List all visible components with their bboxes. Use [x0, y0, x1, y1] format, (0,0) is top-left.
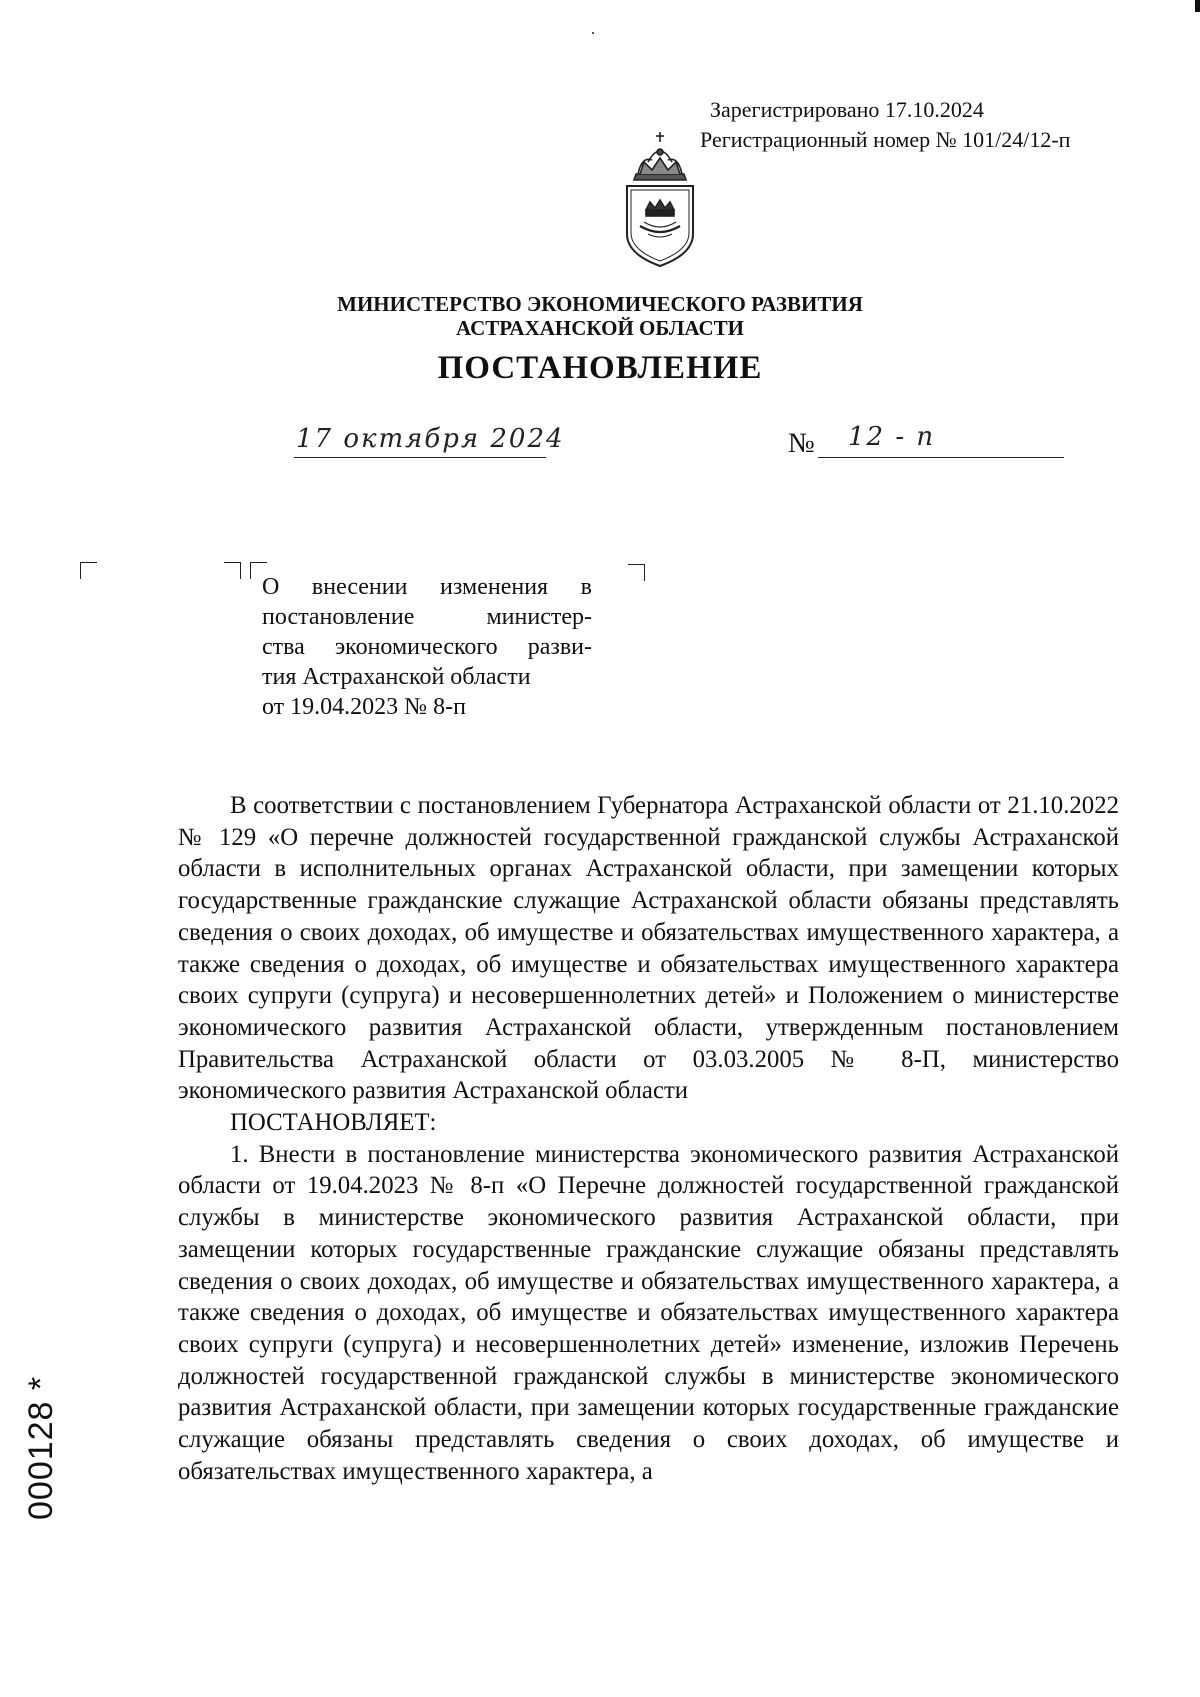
number-label: № — [788, 428, 815, 459]
handwritten-number: 12 - п — [848, 422, 936, 452]
handwritten-date: 17 октября 2024 — [296, 424, 565, 454]
body-paragraph-item-1: 1. Внести в постановление министерства экономического развития Астраханской области от 19.04.2023 № 8-п «О Перечне должностей государственной гражданской службы в министерстве экономического развития Астраханской области, при замещении которых государственные гражданские служащие обязаны представлять сведения о своих доходах, об имуществе и обязательствах имущественного характера, а также сведения о доходах, об имуществе и обязательствах имущественного характера своих супруги (супруга) и несовершеннолетних детей» изменение, изложив Перечень должностей государственной гражданской службы в министерстве экономического развития Астраханской области, при замещении которых государственные гражданские служащие обязаны представлять сведения о своих доходах, об имуществе и обязательствах имущественного характера, а — [178, 1140, 1119, 1485]
number-underline — [818, 457, 1064, 458]
coat-of-arms-icon — [622, 130, 698, 268]
subject-line: ства экономического разви- — [262, 634, 592, 660]
corner-bracket-left — [80, 562, 97, 579]
document-subject — [262, 572, 592, 722]
document-title: ПОСТАНОВЛЕНИЕ — [437, 350, 763, 386]
registration-date: Зарегистрировано 17.10.2024 — [710, 97, 984, 122]
document-serial-stamp: 000128 * — [22, 1375, 60, 1520]
registration-number: Регистрационный номер № 101/24/12-п — [700, 127, 1071, 152]
scan-speck — [592, 32, 594, 34]
date-underline — [294, 457, 546, 458]
subject-line: тия Астраханской области — [262, 664, 531, 690]
subject-line: постановление министер- — [262, 604, 592, 630]
corner-bracket-mid-right — [224, 562, 241, 579]
document-body — [178, 790, 1119, 1487]
subject-line: от 19.04.2023 № 8-п — [262, 694, 466, 720]
subject-line: О внесении изменения в — [262, 574, 592, 600]
body-paragraph-preamble: В соответствии с постановлением Губернатора Астраханской области от 21.10.2022 № 129 «О перечне должностей государственной гражданской службы Астраханской области в исполнительных органах Астраханской области, при замещении которых государственные гражданские служащие Астраханской области обязаны представлять сведения о своих доходах, об имуществе и обязательствах имущественного характера, а также сведения о доходах, об имуществе и обязательствах имущественного характера своих супруги (супруга) и несовершеннолетних детей» и Положением о министерстве экономического развития Астраханской области, утвержденным постановлением Правительства Астраханской области от 03.03.2005 № 8-П, министерство экономического развития Астраханской области — [178, 792, 1119, 1105]
corner-bracket-right — [628, 564, 645, 581]
ministry-name-line1: МИНИСТЕРСТВО ЭКОНОМИЧЕСКОГО РАЗВИТИЯ — [337, 292, 863, 316]
ministry-name-line2: АСТРАХАНСКОЙ ОБЛАСТИ — [455, 316, 745, 340]
scan-edge-mark — [1195, 0, 1200, 12]
resolves-heading: ПОСТАНОВЛЯЕТ: — [230, 1109, 437, 1137]
